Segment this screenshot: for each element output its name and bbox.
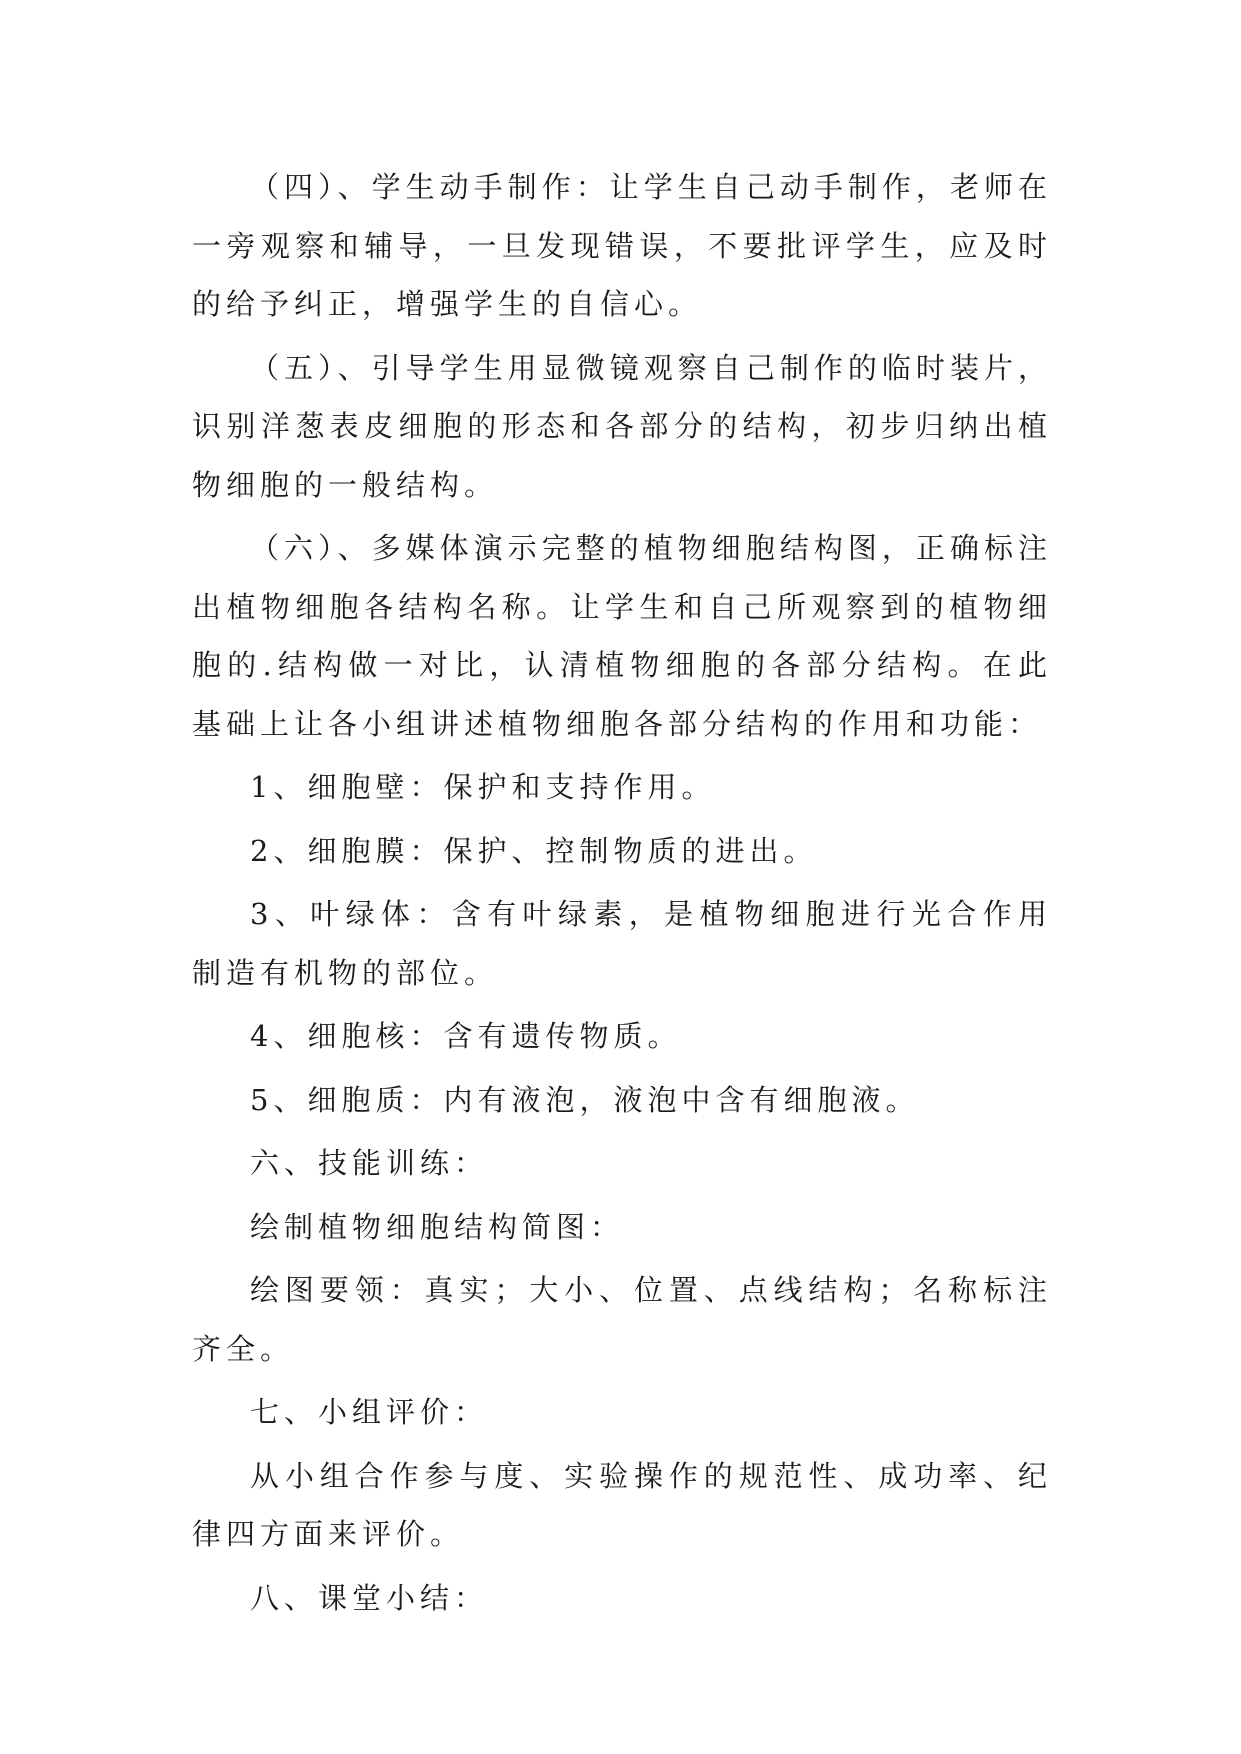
section-heading-skill-training: 六、技能训练： bbox=[250, 1146, 489, 1180]
paragraph-step-5: （五）、引导学生用显微镜观察自己制作的临时装片，识别洋葱表皮细胞的形态和各部分的结构，初步归纳出植物细胞的一般结构。 bbox=[192, 350, 1052, 502]
paragraph-draw-diagram: 绘制植物细胞结构简图： bbox=[250, 1209, 625, 1244]
list-item-cell-membrane: 2、细胞膜：保护、控制物质的进出。 bbox=[250, 833, 818, 868]
list-item-cell-wall: 1、细胞壁：保护和支持作用。 bbox=[250, 770, 716, 804]
paragraph-drawing-essentials: 绘图要领：真实；大小、位置、点线结构；名称标注齐全。 bbox=[192, 1273, 1052, 1366]
list-item-chloroplast: 3、叶绿体：含有叶绿素，是植物细胞进行光合作用制造有机物的部位。 bbox=[192, 897, 1052, 990]
section-heading-summary: 八、课堂小结： bbox=[250, 1580, 489, 1615]
paragraph-step-4: （四）、学生动手制作：让学生自己动手制作，老师在一旁观察和辅导，一旦发现错误，不要批评学生，应及时的给予纠正，增强学生的自信心。 bbox=[192, 170, 1052, 321]
document-page bbox=[192, 158, 1052, 1632]
list-item-nucleus: 4、细胞核：含有遗传物质。 bbox=[250, 1019, 682, 1053]
section-heading-group-evaluation: 七、小组评价： bbox=[250, 1395, 489, 1429]
list-item-cytoplasm: 5、细胞质：内有液泡，液泡中含有细胞液。 bbox=[250, 1082, 920, 1117]
paragraph-evaluation-criteria: 从小组合作参与度、实验操作的规范性、成功率、纪律四方面来评价。 bbox=[192, 1458, 1052, 1551]
paragraph-step-6: （六）、多媒体演示完整的植物细胞结构图，正确标注出植物细胞各结构名称。让学生和自己所观察到的植物细胞的.结构做一对比，认清植物细胞的各部分结构。在此基础上让各小组讲述植物细胞各部分结构的作用和功能： bbox=[192, 531, 1052, 741]
